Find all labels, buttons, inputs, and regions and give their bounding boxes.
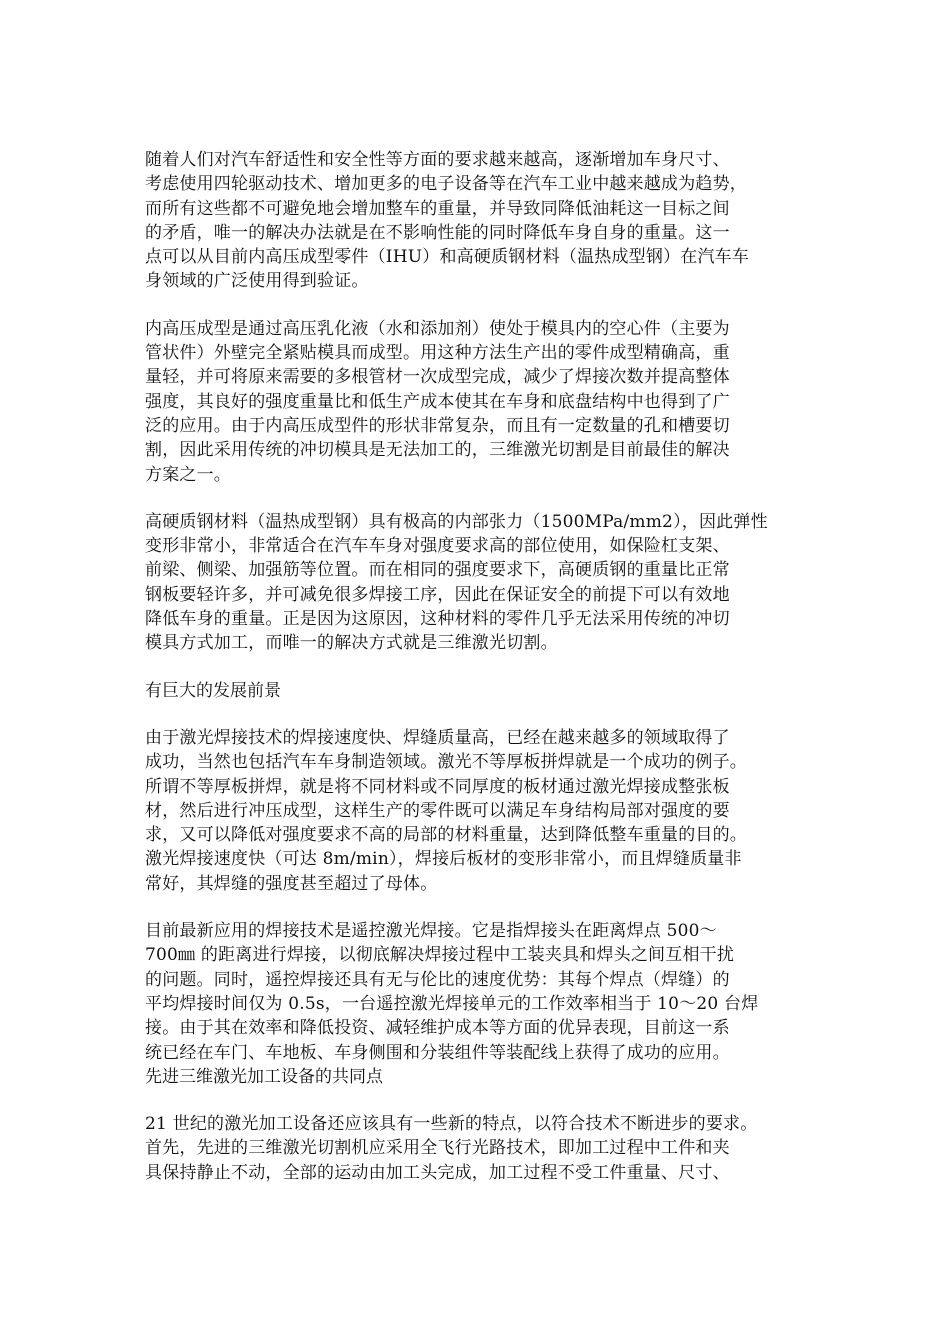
text-line: 变形非常小，非常适合在汽车车身对强度要求高的部位使用，如保险杠支架、 — [145, 536, 730, 557]
section-heading-common-features: 先进三维激光加工设备的共同点 — [145, 1066, 383, 1087]
text-line: 量轻，并可将原来需要的多根管材一次成型完成，减少了焊接次数并提高整体 — [145, 367, 730, 388]
text-line: 首先，先进的三维激光切割机应采用全飞行光路技术，即加工过程中工件和夹 — [145, 1138, 730, 1159]
text-line: 统已经在车门、车地板、车身侧围和分装组件等装配线上获得了成功的应用。 — [145, 1042, 730, 1063]
text-line: 点可以从目前内高压成型零件（IHU）和高硬质钢材料（温热成型钢）在汽车车 — [145, 247, 750, 268]
text-line: 方案之一。 — [145, 464, 231, 485]
text-line: 求，又可以降低对强度要求不高的局部的材料重量，达到降低整车重量的目的。 — [145, 825, 747, 846]
paragraph-21st-century — [145, 1112, 805, 1185]
text-line: 高硬质钢材料（温热成型钢）具有极高的内部张力（1500MPa/mm2），因此弹性 — [145, 511, 768, 532]
paragraph-hydroforming — [145, 317, 805, 487]
text-line: 随着人们对汽车舒适性和安全性等方面的要求越来越高，逐渐增加车身尺寸、 — [145, 150, 730, 170]
document-body — [145, 148, 805, 1208]
text-line: 割，因此采用传统的冲切模具是无法加工的，三维激光切割是目前最佳的解决 — [145, 440, 730, 461]
text-line: 前梁、侧梁、加强筋等位置。而在相同的强度要求下，高硬质钢的重量比正常 — [145, 560, 730, 581]
section-heading-prospects: 有巨大的发展前景 — [145, 680, 281, 701]
text-line: 材，然后进行冲压成型，这样生产的零件既可以满足车身结构局部对强度的要 — [145, 800, 730, 821]
text-line: 21 世纪的激光加工设备还应该具有一些新的特点，以符合技术不断进步的要求。 — [145, 1114, 758, 1135]
text-line: 常好，其焊缝的强度甚至超过了母体。 — [145, 873, 438, 894]
text-line: 成功，当然也包括汽车车身制造领域。激光不等厚板拼焊就是一个成功的例子。 — [145, 752, 747, 773]
text-line: 管状件）外壁完全紧贴模具而成型。用这种方法生产出的零件成型精确高，重 — [145, 343, 730, 364]
text-line: 激光焊接速度快（可达 8m/min），焊接后板材的变形非常小，而且焊缝质量非 — [145, 849, 742, 870]
text-line: 身领域的广泛使用得到验证。 — [145, 271, 369, 292]
text-line: 钢板要轻许多，并可减免很多焊接工序，因此在保证安全的前提下可以有效地 — [145, 584, 730, 605]
text-line: 平均焊接时间仅为 0.5s，一台遥控激光焊接单元的工作效率相当于 10～20 台焊 — [145, 993, 759, 1014]
text-line: 所谓不等厚板拼焊，就是将不同材料或不同厚度的板材通过激光焊接成整张板 — [145, 776, 730, 797]
text-line: 考虑使用四轮驱动技术、增加更多的电子设备等在汽车工业中越来越成为趋势， — [145, 174, 747, 195]
text-line: 内高压成型是通过高压乳化液（水和添加剂）使处于模具内的空心件（主要为 — [145, 318, 730, 339]
paragraph-intro — [145, 148, 805, 294]
text-line: 强度，其良好的强度重量比和低生产成本使其在车身和底盘结构中也得到了广 — [145, 391, 730, 412]
paragraph-high-strength-steel — [145, 510, 805, 656]
text-line: 降低车身的重量。正是因为这原因，这种材料的零件几乎无法采用传统的冲切 — [145, 609, 730, 630]
text-line: 的问题。同时，遥控焊接还具有无与伦比的速度优势：其每个焊点（焊缝）的 — [145, 969, 730, 990]
text-line: 目前最新应用的焊接技术是遥控激光焊接。它是指焊接头在距离焊点 500～ — [145, 921, 717, 942]
text-line: 接。由于其在效率和降低投资、减轻维护成本等方面的优异表现，目前这一系 — [145, 1018, 730, 1039]
text-line: 由于激光焊接技术的焊接速度快、焊缝质量高，已经在越来越多的领域取得了 — [145, 727, 730, 748]
text-line: 具保持静止不动，全部的运动由加工头完成，加工过程不受工件重量、尺寸、 — [145, 1162, 730, 1183]
text-line: 而所有这些都不可避免地会增加整车的重量，并导致同降低油耗这一目标之间 — [145, 198, 730, 219]
text-line: 的矛盾，唯一的解决办法就是在不影响性能的同时降低车身自身的重量。这一 — [145, 222, 730, 243]
text-line: 700㎜ 的距离进行焊接，以彻底解决焊接过程中工装夹具和焊头之间互相干扰 — [145, 945, 735, 966]
text-line: 泛的应用。由于内高压成型件的形状非常复杂，而且有一定数量的孔和槽要切 — [145, 415, 730, 436]
paragraph-remote-welding — [145, 919, 805, 1065]
text-line: 模具方式加工，而唯一的解决方式就是三维激光切割。 — [145, 633, 558, 654]
paragraph-laser-welding — [145, 726, 805, 896]
